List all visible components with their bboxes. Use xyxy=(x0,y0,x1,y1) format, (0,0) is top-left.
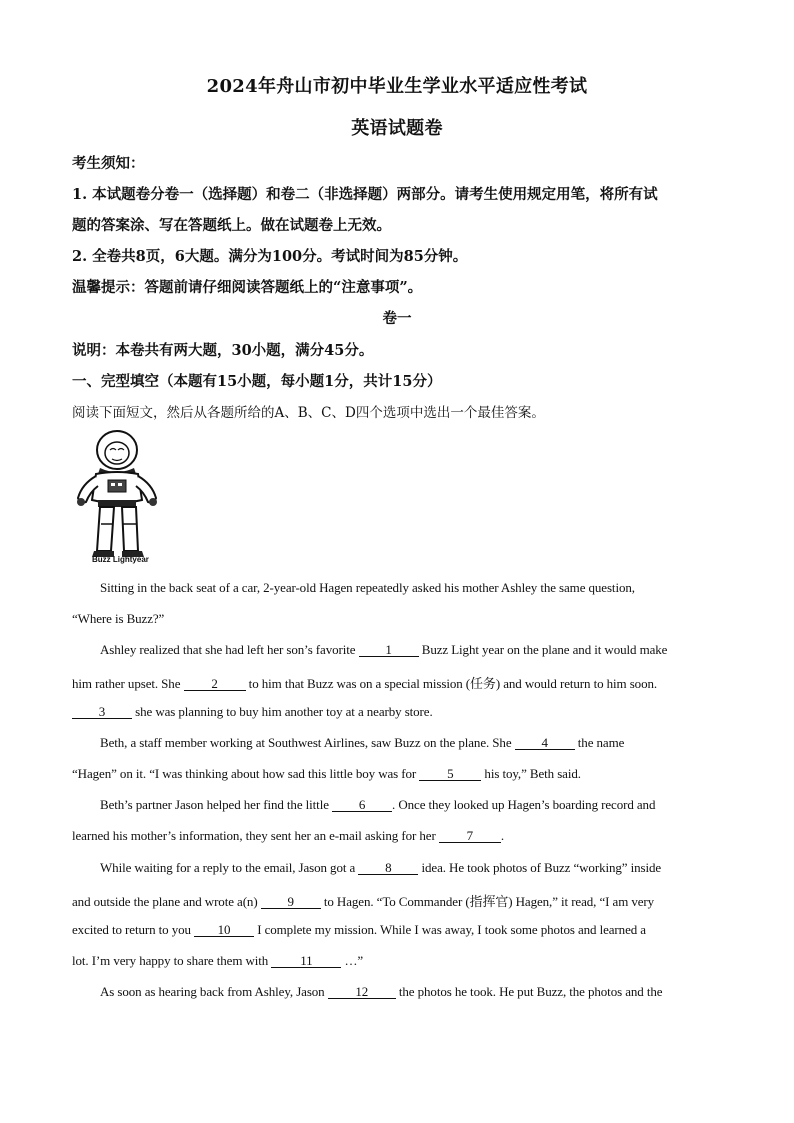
notice-item-2: 2. 全卷共8页，6大题。满分为100分。考试时间为85分钟。 xyxy=(72,248,468,265)
volume-explanation: 说明：本卷共有两大题，30小题，满分45分。 xyxy=(72,342,374,359)
passage-text: While waiting for a reply to the email, Jason got a xyxy=(100,860,359,875)
passage-line xyxy=(72,673,657,692)
exam-title: 2024年舟山市初中毕业生学业水平适应性考试 xyxy=(206,76,588,97)
buzz-lightyear-figure xyxy=(72,428,162,568)
passage-text: I complete my mission. While I was away, I took some photos and learned a xyxy=(254,922,646,937)
passage-text: and outside the plane and wrote a(n) xyxy=(72,894,261,909)
passage-text: the photos he took. He put Buzz, the photos and the xyxy=(395,984,663,999)
blank-11[interactable]: 11 xyxy=(271,954,341,968)
passage-text: As soon as hearing back from Ashley, Jason xyxy=(100,984,328,999)
passage-line xyxy=(72,611,164,627)
notice-heading: 考生须知： xyxy=(72,155,145,172)
volume-label: 卷一 xyxy=(382,310,412,327)
blank-8[interactable]: 8 xyxy=(358,861,418,875)
passage-text: Beth, a staff member working at Southwest Airlines, saw Buzz on the plane. She xyxy=(100,735,515,750)
passage-text: him rather upset. She xyxy=(72,676,184,691)
passage-line xyxy=(100,735,624,751)
passage-line xyxy=(100,860,661,876)
passage-text: …” xyxy=(341,953,364,968)
blank-12[interactable]: 12 xyxy=(328,985,396,999)
passage-line xyxy=(100,580,635,596)
passage-line xyxy=(100,984,662,1000)
passage-line xyxy=(72,953,363,969)
notice-item-1-line-1: 1. 本试题卷分卷一（选择题）和卷二（非选择题）两部分。请考生使用规定用笔，将所有试 xyxy=(72,186,658,203)
blank-9[interactable]: 9 xyxy=(261,895,321,909)
notice-tip: 温馨提示：答题前请仔细阅读答题纸上的“注意事项”。 xyxy=(72,279,423,296)
passage-text: “Where is Buzz?” xyxy=(72,611,165,626)
blank-3[interactable]: 3 xyxy=(72,705,132,719)
passage-text: idea. He took photos of Buzz “working” inside xyxy=(418,860,662,875)
passage-line xyxy=(72,828,504,844)
passage-line xyxy=(72,891,654,910)
blank-10[interactable]: 10 xyxy=(194,923,254,937)
passage-text: . xyxy=(500,828,504,843)
passage-text: Buzz Light year on the plane and it would make xyxy=(418,642,668,657)
passage-text: to him that Buzz was on a special mission (任务) and would return to him soon. xyxy=(245,676,658,691)
passage-text: to Hagen. “To Commander (指挥官) Hagen,” it read, “I am very xyxy=(320,894,655,909)
passage-text: learned his mother’s information, they sent her an e-mail asking for her xyxy=(72,828,439,843)
passage-text: Sitting in the back seat of a car, 2-year-old Hagen repeatedly asked his mother Ashley the same question, xyxy=(100,580,635,595)
blank-7[interactable]: 7 xyxy=(439,829,501,843)
blank-6[interactable]: 6 xyxy=(332,798,392,812)
passage-text: his toy,” Beth said. xyxy=(481,766,581,781)
passage-text: she was planning to buy him another toy at a nearby store. xyxy=(132,704,433,719)
passage-text: excited to return to you xyxy=(72,922,195,937)
passage-text: lot. I’m very happy to share them with xyxy=(72,953,272,968)
passage-text: Beth’s partner Jason helped her find the little xyxy=(100,797,333,812)
passage-line xyxy=(72,704,433,720)
passage-text: the name xyxy=(574,735,625,750)
passage-line xyxy=(100,797,655,813)
figure-caption: Buzz Lightyear xyxy=(92,555,149,564)
passage-line xyxy=(100,642,667,658)
passage-line xyxy=(72,766,581,782)
part-instruction: 阅读下面短文，然后从各题所给的A、B、C、D四个选项中选出一个最佳答案。 xyxy=(72,405,545,421)
notice-item-1-line-2: 题的答案涂、写在答题纸上。做在试题卷上无效。 xyxy=(72,217,391,234)
exam-subtitle: 英语试题卷 xyxy=(351,118,443,139)
part-heading: 一、完型填空（本题有15小题，每小题1分，共计15分） xyxy=(72,373,442,390)
passage-text: “Hagen” on it. “I was thinking about how sad this little boy was for xyxy=(72,766,420,781)
blank-2[interactable]: 2 xyxy=(184,677,246,691)
blank-4[interactable]: 4 xyxy=(515,736,575,750)
blank-5[interactable]: 5 xyxy=(419,767,481,781)
blank-1[interactable]: 1 xyxy=(359,643,419,657)
passage-text: . Once they looked up Hagen’s boarding record and xyxy=(392,797,656,812)
passage-text: Ashley realized that she had left her son’s favorite xyxy=(100,642,359,657)
passage-line xyxy=(72,922,646,938)
